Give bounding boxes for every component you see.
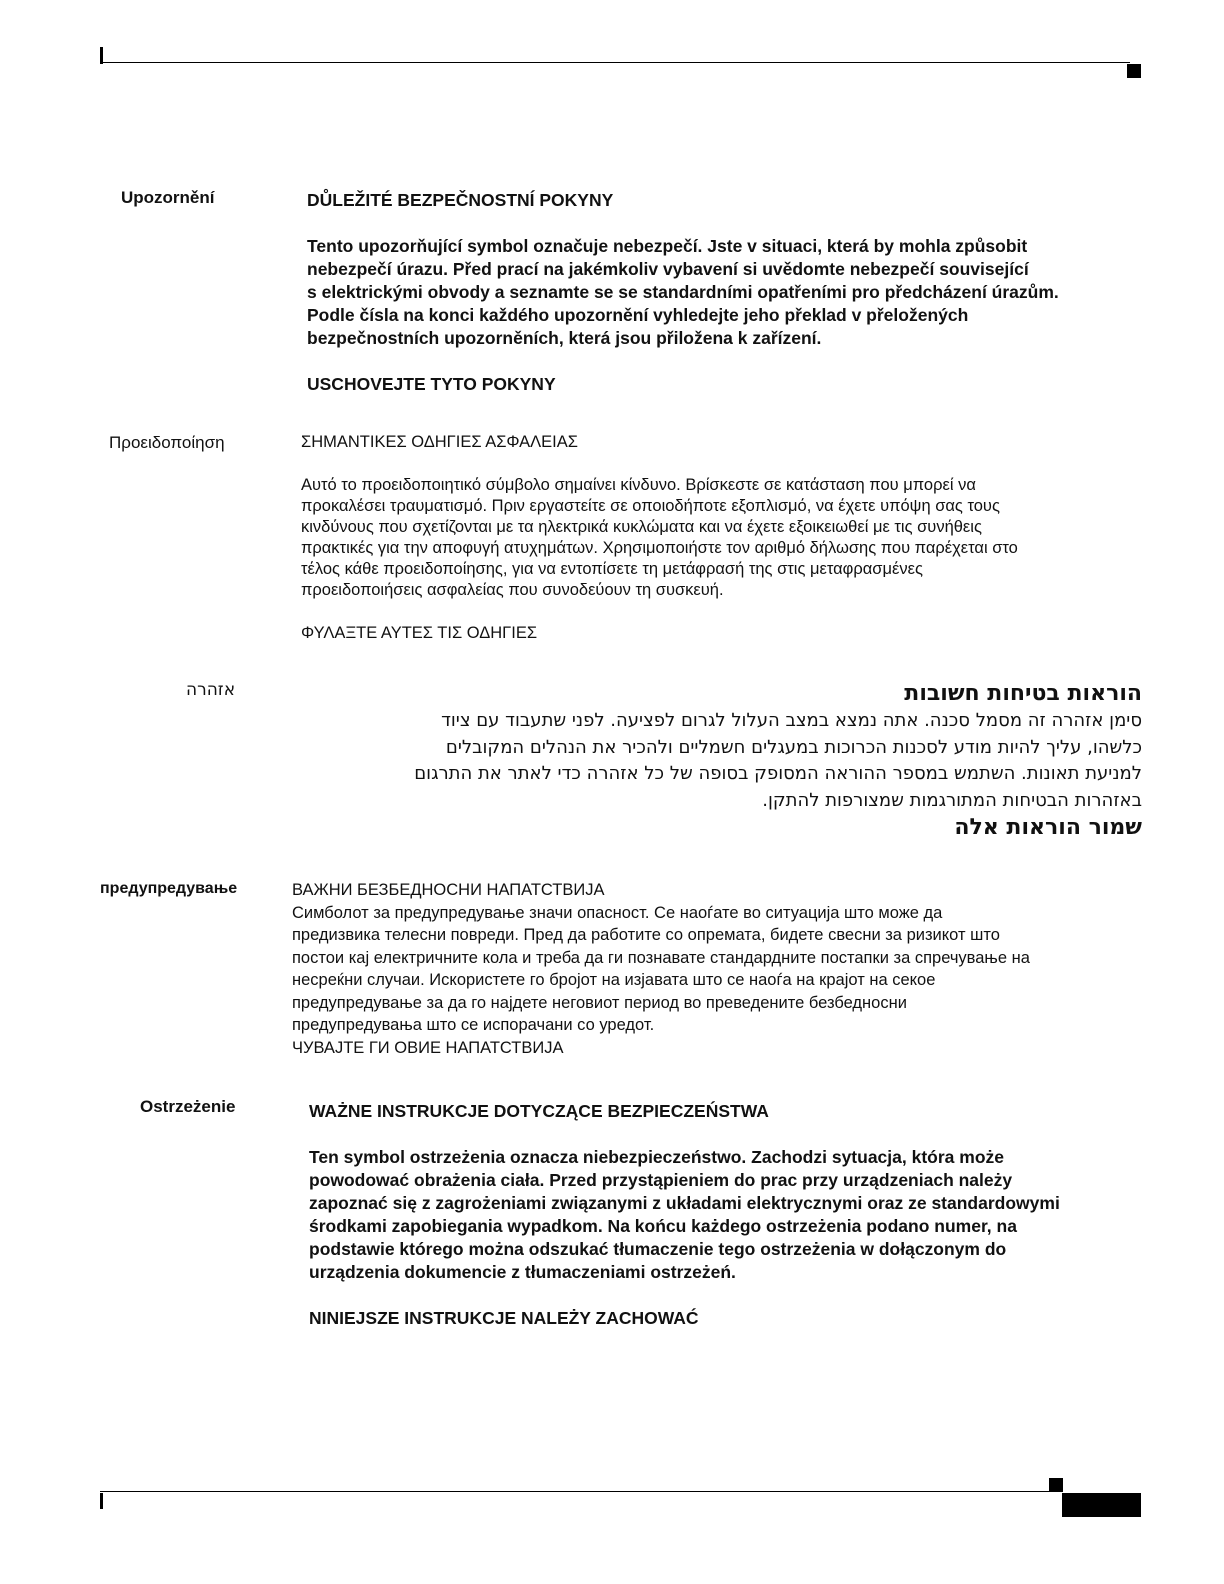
body-line: τέλος κάθε προειδοποίησης, για να εντοπίσετε τη μετάφρασή της στις μεταφρασμένες: [301, 560, 923, 578]
body-line: Αυτό το προειδοποιητικό σύμβολο σημαίνει κίνδυνο. Βρίσκεστε σε κατάσταση που μπορεί να: [301, 476, 976, 494]
body-line: предупредувања што се испорачани со уредот.: [292, 1016, 655, 1034]
body-line: bezpečnostních upozorněních, která jsou přiložena k zařízení.: [307, 328, 822, 348]
body-line: Симболот за предупредување значи опасност. Се наоѓате во ситуација што може да: [292, 903, 943, 922]
body-line: постои кај електричните кола и треба да ги познавате стандардните постапки за спречување на: [292, 948, 1030, 967]
body-line: предизвика телесни повреди. Пред да работите со опремата, бидете свесни за ризикот што: [292, 926, 1000, 944]
warning-label-czech: Upozornění: [121, 188, 215, 207]
warning-section-polish: [309, 1100, 1060, 1330]
header-rule: [100, 62, 1130, 63]
warning-label-polish: Ostrzeżenie: [140, 1097, 236, 1116]
body-line: nebezpečí úrazu. Před prací na jakémkoliv vybavení si uvědomte nebezpečí související: [307, 259, 1029, 279]
body-line: предупредување за да го најдете неговиот период во преведените безбедносни: [292, 993, 907, 1012]
footer-rule-tick: [100, 1493, 103, 1509]
section-title: ВАЖНИ БЕЗБЕДНОСНИ НАПАТСТВИЈА: [292, 881, 605, 899]
warning-label-macedonian: предупредување: [100, 880, 238, 897]
header-marker: [1127, 64, 1141, 78]
section-footer: ΦΥΛΑΞΤΕ ΑΥΤΕΣ ΤΙΣ ΟΔΗΓΙΕΣ: [301, 624, 538, 642]
body-line: προκαλέσει τραυματισμό. Πριν εργαστείτε σε οποιοδήποτε εξοπλισμό, να έχετε υπόψη σας τους: [301, 497, 1000, 515]
section-title: DŮLEŽITÉ BEZPEČNOSTNÍ POKYNY: [307, 190, 614, 210]
body-line: כלשהו, עליך להיות מודע לסכנות הכרוכות במעגלים חשמליים ולהכיר את הנהלים המקובלים: [445, 736, 1142, 758]
warning-label-greek: Προειδοποίηση: [109, 433, 225, 452]
section-footer: שמור הוראות אלה: [954, 815, 1142, 840]
body-line: Tento upozorňující symbol označuje nebezpečí. Jste v situaci, která by mohla způsobit: [307, 236, 1028, 256]
body-line: Ten symbol ostrzeżenia oznacza niebezpieczeństwo. Zachodzi sytuacja, która może: [309, 1147, 1005, 1167]
section-title: WAŻNE INSTRUKCJE DOTYCZĄCE BEZPIECZEŃSTWA: [309, 1101, 769, 1121]
body-line: πρακτικές για την αποφυγή ατυχημάτων. Χρησιμοποιήστε τον αριθμό δήλωσης που παρέχεται στο: [301, 539, 1018, 557]
section-footer: ЧУВАЈТЕ ГИ ОВИЕ НАПАТСТВИЈА: [292, 1038, 564, 1057]
body-line: несреќни случаи. Искористете го бројот на изјавата што се наоѓа на крајот на секое: [292, 971, 936, 989]
footer-rule: [100, 1491, 1060, 1492]
body-line: środkami zapobiegania wypadkom. Na końcu każdego ostrzeżenia podano numer, na: [309, 1216, 1017, 1236]
body-line: s elektrickými obvody a seznamte se se standardními opatřeními pro předcházení úrazům.: [307, 282, 1059, 302]
warning-section-macedonian: [292, 879, 1030, 1059]
warning-section-greek: [301, 432, 1018, 644]
body-line: Podle čísla na konci každého upozornění vyhledejte jeho překlad v přeložených: [307, 305, 969, 325]
body-line: zapoznać się z zagrożeniami związanymi z układami elektrycznymi oraz ze standardowymi: [309, 1193, 1060, 1213]
section-title: ΣΗΜΑΝΤΙΚΕΣ ΟΔΗΓΙΕΣ ΑΣΦΑΛΕΙΑΣ: [301, 433, 578, 451]
section-footer: NINIEJSZE INSTRUKCJE NALEŻY ZACHOWAĆ: [309, 1308, 699, 1328]
warning-label-hebrew: אזהרה: [186, 680, 236, 700]
body-line: powodować obrażenia ciała. Przed przystąpieniem do prac przy urządzeniach należy: [309, 1170, 1013, 1190]
body-line: podstawie którego można odszukać tłumaczenie tego ostrzeżenia w dołączonym do: [309, 1239, 1007, 1259]
body-line: urządzenia dokumencie z tłumaczeniami ostrzeżeń.: [309, 1262, 736, 1282]
warning-section-czech: [307, 189, 1059, 396]
body-line: סימן אזהרה זה מסמל סכנה. אתה נמצא במצב העלול לגרום לפציעה. לפני שתעבוד עם ציוד: [441, 710, 1142, 731]
section-footer: USCHOVEJTE TYTO POKYNY: [307, 374, 556, 394]
body-line: κινδύνους που σχετίζονται με τα ηλεκτρικά κυκλώματα και να έχετε εξοικειωθεί με τις συνήθεις: [301, 518, 982, 536]
body-line: προειδοποιήσεις ασφαλείας που συνοδεύουν τη συσκευή.: [301, 581, 724, 599]
warning-section-hebrew: [280, 680, 1142, 842]
body-line: באזהרות הבטיחות המתורגמות שמצורפות להתקן.: [762, 789, 1142, 811]
body-line: למניעת תאונות. השתמש במספר ההוראה המסופק בסופה של כל אזהרה כדי לאתר את התרגום: [414, 763, 1142, 784]
section-title: הוראות בטיחות חשובות: [904, 681, 1142, 706]
footer-marker: [1049, 1478, 1063, 1492]
page-number-tab: [1062, 1493, 1141, 1517]
